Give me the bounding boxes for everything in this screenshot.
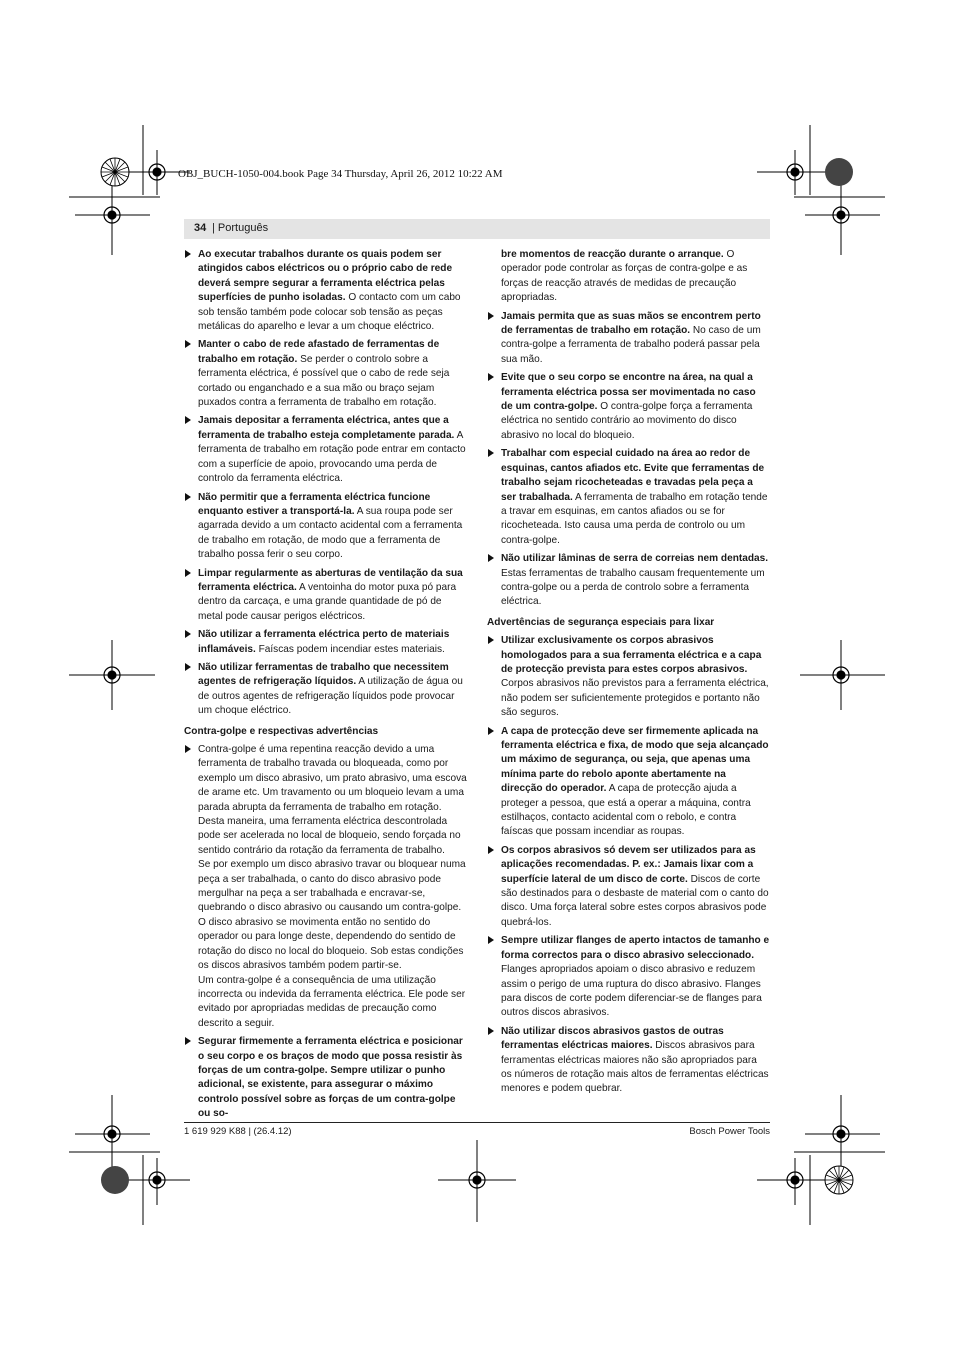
list-item <box>184 338 467 410</box>
list-item <box>184 491 467 563</box>
item-bold: Ao executar trabalhos durante os quais podem ser atingidos cabos eléctricos ou o próprio cabo de rede deverá sempre segurar a ferramenta eléctrica pelas superfícies de punho isoladas. <box>198 249 453 304</box>
item-text: Flanges apropriados apoiam o disco abrasivo e reduzem assim o perigo de uma ruptura do disco abrasivo. Flanges para discos de corte podem diferenciar-se de flanges para outros discos abrasivos. <box>501 964 762 1019</box>
bullet-arrow-icon <box>488 373 494 381</box>
item-text: Corpos abrasivos não previstos para a ferramenta eléctrica, não podem ser suficientemente protegidos e portanto não são seguros. <box>501 678 769 719</box>
list-item <box>487 934 770 1020</box>
item-bold: Jamais depositar a ferramenta eléctrica, antes que a ferramenta de trabalho esteja completamente parada. <box>198 415 455 441</box>
list-item <box>487 310 770 368</box>
list-item <box>184 743 467 1031</box>
item-text: No caso de um contra-golpe a ferramenta de trabalho poderá passar pela sua mão. <box>501 325 761 365</box>
list-item <box>184 661 467 719</box>
list-item <box>487 371 770 443</box>
page-number: 34 <box>194 222 207 234</box>
bullet-arrow-icon <box>488 727 494 735</box>
item-text: O contacto com um cabo sob tensão também pode colocar sob tensão as peças metálicas do aparelho e levar a um choque eléctrico. <box>198 292 461 333</box>
footer-rule <box>184 1122 770 1123</box>
page-header-bar <box>184 219 770 239</box>
kickback-paragraph-2: Se por exemplo um disco abrasivo travar ou bloquear numa peça a ser trabalhada, o canto do disco abrasivo pode mergulhar na peça a ser trabalhada e encravar-se, quebrando o disco abrasivo ou causando um contra-golpe. O disco abrasivo se movimenta então no sentido do operador ou para longe deste, dependendo do sentido de rotação do disco no local do bloqueio. Sob estas condições os discos abrasivos também podem partir-se. <box>198 859 466 972</box>
bullet-arrow-icon <box>488 636 494 644</box>
list-item <box>487 1025 770 1097</box>
list-item <box>184 248 467 334</box>
item-bold: Utilizar exclusivamente os corpos abrasivos homologados para a sua ferramenta eléctrica e a capa de protecção prevista para estes corpos abrasivos. <box>501 635 762 675</box>
bullet-arrow-icon <box>185 569 191 577</box>
item-bold: Não utilizar ferramentas de trabalho que necessitem agentes de refrigeração líquidos. <box>198 661 449 688</box>
bullet-arrow-icon <box>185 416 191 424</box>
bullet-arrow-icon <box>185 663 191 671</box>
footer-brand: Bosch Power Tools <box>689 1126 770 1137</box>
item-text: Discos de corte são destinados para o desbaste de material com o canto do disco. Uma força lateral sobre estes corpos abrasivos pode quebrá-los. <box>501 873 769 928</box>
footer-part-number: 1 619 929 K88 | (26.4.12) <box>184 1126 292 1137</box>
bullet-arrow-icon <box>185 745 191 753</box>
item-text: O contra-golpe força a ferramenta eléctrica no sentido contrário ao movimento do disco abrasivo no local do bloqueio. <box>501 401 753 441</box>
bullet-arrow-icon <box>185 493 191 501</box>
bullet-arrow-icon <box>185 340 191 348</box>
item-text: Discos abrasivos para ferramentas eléctricas maiores não são apropriados para os números de rotação mais altos de ferramentas eléctricas menores e podem quebrar. <box>501 1040 769 1095</box>
item-text: A ferramenta de trabalho em rotação tende a travar em esquinas, em cantos afiados ou se for ricocheteada. Isto causa uma perda de controlo ou um contra-golpe. <box>501 491 768 546</box>
item-text: Faíscas podem incendiar estes materiais. <box>255 643 445 655</box>
item-bold: Não utilizar a ferramenta eléctrica perto de materiais inflamáveis. <box>198 629 450 655</box>
item-text: A sua roupa pode ser agarrada devido a um contacto acidental com a ferramenta de trabalho em rotação, de modo que a ferramenta de trabalho possa ferir o seu corpo. <box>198 505 463 561</box>
list-item <box>487 447 770 548</box>
bullet-arrow-icon <box>488 1027 494 1035</box>
bullet-arrow-icon <box>488 554 494 562</box>
section-heading-kickback: Contra-golpe e respectivas advertências <box>184 725 379 737</box>
list-item <box>184 628 467 657</box>
bullet-arrow-icon <box>488 936 494 944</box>
kickback-paragraph-3: Um contra-golpe é a consequência de uma utilização incorrecta ou indevida da ferramenta eléctrica. Ele pode ser evitado por apropriadas medidas de precaução como descrito a seguir. <box>198 974 466 1029</box>
item-bold: A capa de protecção deve ser firmemente aplicada na ferramenta eléctrica e fixa, de modo que seja alcançado um máximo de segurança, ou seja, que apenas uma mínima parte do rebolo aponte abertamente na direcção do operador. <box>501 725 769 795</box>
list-item <box>487 844 770 930</box>
item-bold: Limpar regularmente as aberturas de ventilação da sua ferramenta eléctrica. <box>198 567 463 593</box>
section-heading-sanding: Advertências de segurança especiais para lixar <box>487 616 715 628</box>
bullet-arrow-icon <box>185 1037 191 1045</box>
kickback-paragraph-1: Contra-golpe é uma repentina reacção devido a uma ferramenta de trabalho travada ou bloqueada, como por exemplo um disco abrasivo, um prato abrasivo, uma escova de arame etc. Um travamento ou um bloqueio levam a uma parada abrupta da ferramenta de trabalho em rotação. Desta maneira, uma ferramenta eléctrica descontrolada pode ser acelerada no local de bloqueio, sendo forçada no sentido contrário da rotação da ferramenta de trabalho. <box>198 744 467 856</box>
item-text: O operador pode controlar as forças de contra-golpe e as forças de reacção através de medidas de precaução apropriadas. <box>501 249 748 304</box>
print-book-line: OBJ_BUCH-1050-004.book Page 34 Thursday, April 26, 2012 10:22 AM <box>178 168 503 180</box>
item-text: Se perder o controlo sobre a ferramenta eléctrica, é possível que o cabo de rede seja cortado ou enganchado e a sua mão ou braço sejam puxados contra a ferramenta de trabalho em rotação. <box>198 353 450 409</box>
bullet-arrow-icon <box>488 449 494 457</box>
item-bold: Evite que o seu corpo se encontre na área, na qual a ferramenta eléctrica possa ser movimentada no caso de um contra-golpe. <box>501 372 756 413</box>
item-bold: Não utilizar lâminas de serra de correias nem dentadas. <box>501 553 769 565</box>
list-item <box>487 634 770 720</box>
item-text: Estas ferramentas de trabalho causam frequentemente um contra-golpe ou a perda de controlo sobre a ferramenta eléctrica. <box>501 567 765 608</box>
bullet-arrow-icon <box>488 846 494 854</box>
item-bold: Manter o cabo de rede afastado de ferramentas de trabalho em rotação. <box>198 339 440 365</box>
item-bold: Não utilizar discos abrasivos gastos de outras ferramentas eléctricas maiores. <box>501 1025 724 1052</box>
list-item <box>184 567 467 625</box>
item-bold: Segurar firmemente a ferramenta eléctrica e posicionar o seu corpo e os braços de modo que possa resistir às forças de um contra-golpe. Sempre utilizar o punho adicional, se existente, para assegurar o máximo controlo possível sobre as forças de um contra-golpe ou so- <box>198 1036 463 1120</box>
bullet-arrow-icon <box>185 250 191 258</box>
item-text: A ventoinha do motor puxa pó para dentro da carcaça, e uma grande quantidade de pó de metal pode causar perigos eléctricos. <box>198 581 457 622</box>
item-bold: Não permitir que a ferramenta eléctrica funcione enquanto estiver a transportá-la. <box>198 491 431 517</box>
page-language: | Português <box>212 222 268 234</box>
right-column <box>487 248 770 1101</box>
continued-item <box>501 248 770 306</box>
left-column <box>184 248 467 1126</box>
list-item <box>184 1035 467 1121</box>
item-bold: Os corpos abrasivos só devem ser utilizados para as aplicações recomendadas. P. ex.: Jamais lixar com a superfície lateral de um disco de corte. <box>501 844 756 885</box>
item-bold: bre momentos de reacção durante o arranque. <box>501 249 724 260</box>
list-item <box>184 414 467 486</box>
item-text: A ferramenta de trabalho em rotação pode entrar em contacto com a superfície de apoio, provocando uma perda de controlo da ferramenta eléctrica. <box>198 429 466 485</box>
list-item <box>487 725 770 840</box>
bullet-arrow-icon <box>185 630 191 638</box>
item-bold: Trabalhar com especial cuidado na área ao redor de esquinas, cantos afiados etc. Evite que ferramentas de trabalho sejam ricocheteadas e travadas pela peça a ser trabalhada. <box>501 448 765 503</box>
bullet-arrow-icon <box>488 312 494 320</box>
item-bold: Jamais permita que as suas mãos se encontrem perto de ferramentas de trabalho em rotação. <box>501 310 761 337</box>
item-text: A utilização de água ou de outros agentes de refrigeração líquidos pode provocar um choque eléctrico. <box>198 676 463 717</box>
list-item <box>487 552 770 610</box>
item-bold: Sempre utilizar flanges de aperto intactos de tamanho e forma correctos para o disco abrasivo seleccionado. <box>501 935 770 961</box>
item-text: A capa de protecção ajuda a proteger a pessoa, que está a operar a máquina, contra estilhaços, contacto acidental com o rebolo, e contra faíscas que possam incendiar as roupas. <box>501 783 751 838</box>
